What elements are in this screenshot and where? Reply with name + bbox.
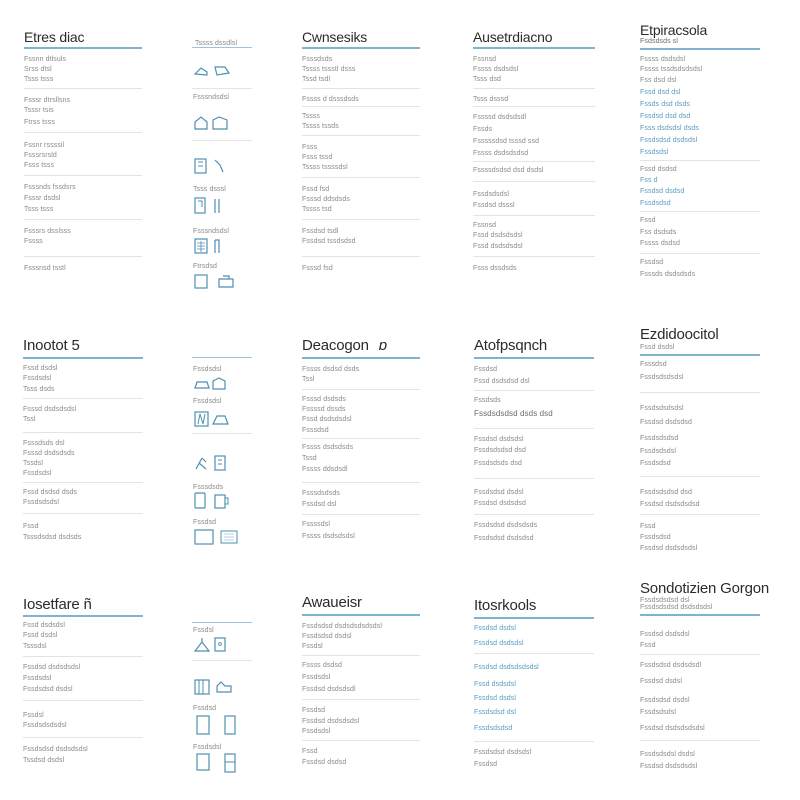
divider: [474, 390, 594, 391]
text-line: Fssdsd dsdsdsdsdsl: [474, 664, 539, 671]
cabinet-icon[interactable]: [193, 752, 243, 774]
text-line: Fss d: [640, 177, 658, 184]
text-line: Fssdsd dsdsdsd: [640, 419, 692, 426]
text-line: Fsssdsd: [302, 427, 329, 434]
text-line: Fssdsl: [193, 627, 214, 634]
text-line: Tssd tsdl: [302, 76, 331, 83]
divider: [473, 215, 595, 216]
divider: [302, 177, 420, 178]
text-line: Fsdsdsds sl: [640, 38, 679, 45]
text-line: Fssd dsdsdsl: [23, 622, 66, 629]
text-line: Tsss dsssd: [473, 96, 509, 103]
text-line: Fssdsd dsdsdsdl: [302, 686, 356, 693]
divider: [24, 256, 142, 257]
divider: [192, 433, 252, 434]
text-line: Fssss dsdsd: [640, 240, 680, 247]
text-line: Fssdsdsl: [193, 366, 222, 373]
divider: [302, 482, 420, 483]
text-line: Fssnn dtlsuls: [24, 56, 67, 63]
text-line: Fssdsd dsssl: [473, 202, 515, 209]
divider: [24, 88, 142, 89]
text-line: Fsssd ddsdsds: [302, 196, 350, 203]
text-line: Fsssnsd tsstl: [24, 265, 66, 272]
calculator-icon[interactable]: [193, 238, 235, 254]
text-line: Tsss tsss: [24, 206, 54, 213]
text-line: Fssdsdsdsd dsl: [640, 597, 690, 604]
text-line: Tssss: [302, 113, 320, 120]
text-line: Fssdsdsd dsdsdsds: [474, 522, 538, 529]
section-title-r3c5: Sondotizien Gorgon: [640, 580, 769, 597]
text-line: Fssdsdsd: [640, 460, 671, 467]
divider: [23, 656, 143, 657]
text-line: Fssdsdsdsdsl: [23, 722, 67, 729]
title-underline: [192, 357, 252, 358]
text-line: Fssdsd dsdsdsdsdsl: [640, 725, 705, 732]
text-line: Fssd dsdsdsl: [474, 681, 517, 688]
text-line: Fssdsd: [474, 366, 498, 373]
text-line: Fssdsdsd: [640, 534, 671, 541]
text-line: Fssd dsdsd: [640, 166, 677, 173]
text-line: Fsssnds fssdsrs: [24, 184, 76, 191]
text-line: Fssdsdsdsd: [640, 435, 679, 442]
divider: [474, 741, 594, 742]
text-line: Fssss: [24, 238, 43, 245]
text-line: Fssdsdsdsl: [640, 448, 677, 455]
section-title-r2c4: Atofpsqnch: [474, 337, 548, 354]
text-line: Fssdsdsdsl: [640, 709, 677, 716]
text-line: Tssss tssds: [302, 123, 339, 130]
text-line: Fssdsdsd dsl: [474, 709, 517, 716]
text-line: Fssdsd: [193, 519, 217, 526]
divider: [474, 478, 594, 479]
house-icon[interactable]: [193, 115, 235, 131]
text-line: Fssdsd dsdsdsdsl: [302, 718, 360, 725]
divider: [23, 482, 143, 483]
title-underline: [192, 622, 252, 623]
title-underline: [302, 614, 420, 616]
text-line: Fssdsdsd dsdsl: [474, 489, 524, 496]
section-title-r1c1: Etres diac: [24, 29, 85, 45]
text-line: Tsssdsl: [23, 643, 47, 650]
text-line: Fsssd dsdsdsds: [23, 450, 75, 457]
text-line: Fsss dssdsds: [473, 265, 517, 272]
text-line: Fssdsdsdsd dsd: [640, 489, 692, 496]
text-line: Tssss tssssdsl: [302, 164, 348, 171]
text-line: Fsssdsdsds: [302, 490, 340, 497]
divider: [640, 160, 760, 161]
divider: [23, 700, 143, 701]
text-line: Fsssd dsdsdsdsl: [23, 406, 77, 413]
text-line: Fssdsl: [302, 643, 323, 650]
divider: [473, 161, 595, 162]
tablet-icon[interactable]: [193, 157, 235, 175]
divider: [302, 389, 420, 390]
text-line: Fssdsdsl: [23, 470, 52, 477]
text-line: Fssdsd: [640, 259, 664, 266]
phone-icon[interactable]: [193, 492, 235, 510]
divider: [302, 655, 420, 656]
text-line: Fssd dsdsdsd dsl: [474, 378, 530, 385]
divider: [474, 428, 594, 429]
calendar-icon[interactable]: [193, 678, 235, 696]
text-line: Tssl: [23, 416, 36, 423]
divider: [640, 514, 760, 515]
divider: [474, 514, 594, 515]
text-line: Fssdsdsdsd dsdsdsdsl: [640, 604, 713, 611]
text-line: Fssdsdsl: [302, 728, 331, 735]
text-line: Fsssd dsdsds: [302, 396, 346, 403]
text-line: Fssdsdsd dsdsdsdsl: [23, 746, 88, 753]
section-title-r1c5: Etpiracsola: [640, 22, 708, 38]
text-line: Fssd dsdsdsdsl: [473, 232, 523, 239]
text-line: Fsssssdsd tsssd ssd: [473, 138, 540, 145]
divider: [473, 106, 595, 107]
text-line: Fssdsd dsdsdsl: [640, 631, 690, 638]
text-line: Fssdsdsd dsdsl: [23, 686, 73, 693]
text-line: Tssl: [302, 376, 315, 383]
text-line: Fssdsd dsdsl: [474, 625, 517, 632]
divider: [473, 256, 595, 257]
text-line: Fssss tssdsdsdsdsl: [640, 66, 703, 73]
divider: [474, 653, 594, 654]
section-title-r2c1: Inootot 5: [23, 337, 80, 354]
divider: [24, 132, 142, 133]
text-line: Fssdsd dsdsl: [640, 678, 683, 685]
divider: [302, 740, 420, 741]
text-line: Tssss tssstl dsss: [302, 66, 356, 73]
divider: [192, 140, 252, 141]
title-underline: [640, 354, 760, 356]
text-line: Fssdsd tssdsdsd: [302, 238, 356, 245]
text-line: Fsssdsd: [640, 361, 667, 368]
text-line: Fsssndsdsl: [193, 94, 230, 101]
text-line: Fssdsdsl: [193, 744, 222, 751]
text-line: Fssdsd dsdsdsdsl: [23, 664, 81, 671]
text-line: Fssdsd dsdsdsdsl: [640, 545, 698, 552]
section-title-r3c3: Awaueisr: [302, 594, 362, 611]
text-line: Fssss d dsssdsds: [302, 96, 359, 103]
divider: [24, 219, 142, 220]
text-line: Tsss dsds: [23, 386, 55, 393]
text-line: Fssdsd dsdsl: [474, 695, 517, 702]
section-title-r3c1: Iosetfare ñ: [23, 596, 92, 613]
document-icon[interactable]: [193, 714, 243, 736]
title-underline: [302, 357, 420, 359]
divider: [473, 88, 595, 89]
text-line: Fssdsd dsdsdsdsl: [640, 763, 698, 770]
window-icon[interactable]: [193, 410, 235, 428]
divider: [192, 88, 252, 89]
text-line: Tsssdsdsd dsdsds: [23, 534, 82, 541]
divider: [23, 737, 143, 738]
divider: [640, 740, 760, 741]
text-line: Tssdsd dsdsl: [23, 757, 65, 764]
text-line: Fssssdsdsd dsd dsdsl: [473, 167, 544, 174]
text-line: Fssd dsdsd dsds: [23, 489, 78, 496]
text-line: Fssd fsd: [302, 186, 330, 193]
title-underline: [640, 614, 760, 616]
text-line: Fssdsdsd dsdsl: [640, 697, 690, 704]
text-line: Tsss dsd: [473, 76, 502, 83]
text-line: Fssd dsd dsl: [640, 89, 681, 96]
title-underline: [24, 47, 142, 49]
divider: [302, 135, 420, 136]
text-line: Fsssrs dsslsss: [24, 228, 71, 235]
text-line: Fssdsd tsdl: [302, 228, 339, 235]
divider: [640, 211, 760, 212]
text-line: Fssdsdsdsdsl: [640, 405, 684, 412]
door-icon[interactable]: [193, 197, 235, 215]
text-line: Fssnsd: [473, 222, 497, 229]
text-line: Fssdsdsdsd dsds dsd: [474, 409, 553, 418]
text-line: Fssdsd dsdsdsdsd: [640, 501, 700, 508]
divider: [302, 88, 420, 89]
text-line: Fssd dsdsl: [640, 344, 675, 351]
text-line: Fssss dsdsd: [302, 662, 342, 669]
divider: [24, 175, 142, 176]
section-title-r2c5: Ezdidoocitol: [640, 326, 719, 343]
text-line: Fssdsdsl: [193, 398, 222, 405]
divider: [23, 513, 143, 514]
divider: [23, 398, 143, 399]
text-line: Fssdsdsdsd: [474, 725, 513, 732]
text-line: Fsssd fsd: [302, 265, 333, 272]
text-line: Fsss tsss: [24, 162, 55, 169]
divider: [302, 438, 420, 439]
text-line: Fssdsdsl: [23, 675, 52, 682]
text-line: Fsss tssd: [302, 154, 333, 161]
text-line: Fssdsd dsdsd: [640, 188, 685, 195]
section-title-r2c3: [302, 337, 387, 354]
text-line: Fssd: [302, 748, 318, 755]
section-title-r1c3: Cwnsesiks: [302, 29, 368, 45]
title-underline: [23, 357, 143, 359]
frame-icon[interactable]: [193, 528, 243, 546]
text-line: Fsssndsdsl: [193, 228, 230, 235]
text-line: Tssd: [302, 455, 317, 462]
text-line: Fssdsdsl: [302, 674, 331, 681]
title-underline: [192, 47, 252, 48]
text-line: Fsss: [302, 144, 318, 151]
text-line: Fssd: [640, 523, 656, 530]
text-line: Fsssr dsdsl: [24, 195, 61, 202]
title-underline: [474, 617, 594, 619]
text-line: Ftrss tsss: [24, 119, 55, 126]
section-title-r1c4: Ausetrdiacno: [473, 29, 553, 45]
text-line: Fssdsd dsdsd: [302, 759, 347, 766]
text-line: Fssdsl: [23, 712, 44, 719]
boat-icon[interactable]: [193, 375, 235, 391]
divider: [302, 219, 420, 220]
text-line: Tssss tsd: [302, 206, 332, 213]
text-line: Srss dtsl: [24, 66, 52, 73]
text-line: Fssnsd: [473, 56, 497, 63]
text-line: Tssdsl: [23, 460, 44, 467]
divider: [23, 432, 143, 433]
text-line: Tsssr tsis: [24, 107, 54, 114]
text-line: Fsssds dsdsdsds: [640, 271, 696, 278]
section-title-text: Deacogon: [302, 337, 369, 354]
text-line: Fssdsdsdsl: [473, 191, 510, 198]
divider: [640, 654, 760, 655]
text-line: Fssdsdsd dsdsl: [302, 633, 352, 640]
text-line: Tssss dssdlsl: [195, 40, 238, 47]
text-line: Fsssr dtrsllsns: [24, 97, 71, 104]
divider: [302, 106, 420, 107]
text-line: Fssdsdsd dsdsdsdl: [640, 662, 702, 669]
text-line: Fssss dsdsdsds: [302, 444, 354, 451]
text-line: Fssdsdsdsdsl: [640, 374, 684, 381]
text-line: Fssdsd: [193, 705, 217, 712]
text-line: Fsssrsrsld: [24, 152, 57, 159]
text-line: Fsssdsds: [193, 484, 224, 491]
text-line: Tsss dsssl: [193, 186, 226, 193]
divider: [192, 660, 252, 661]
text-line: Fssss dsdsdsdsl: [302, 533, 355, 540]
text-line: Fssdsdsd dsdsdsd: [474, 535, 534, 542]
title-underline: [640, 48, 760, 50]
text-line: Fssssd dsdsdsdl: [473, 114, 527, 121]
text-line: Fssdsdsdsl: [23, 499, 60, 506]
shoe-icon[interactable]: [193, 64, 235, 78]
text-line: Fssdsdsdsl dsdsl: [640, 751, 695, 758]
divider: [640, 476, 760, 477]
text-line: Fssd dsdsl: [23, 365, 58, 372]
text-line: Fssss dsdsdsl: [640, 56, 686, 63]
text-line: Fssdsd dsl: [302, 501, 337, 508]
text-line: Ftrsdsd: [193, 263, 218, 270]
text-line: Fssdsd: [302, 707, 326, 714]
text-line: Fssdsdsd dsdsdsl: [640, 137, 698, 144]
text-line: Fssssd dssds: [302, 406, 346, 413]
text-line: Fssdsd dsdsdsl: [474, 640, 524, 647]
title-underline: [23, 615, 143, 617]
text-line: Fssss dsdsdsdsd: [473, 150, 529, 157]
text-line: Fssdsd dsdsdsd: [474, 500, 526, 507]
section-title-r3c4: Itosrkools: [474, 597, 537, 614]
text-line: Fssdsdsl: [640, 149, 669, 156]
text-line: Fssdsd dsdsdsl: [474, 436, 524, 443]
title-underline: [302, 47, 420, 49]
text-line: Fssdsdsl: [23, 375, 52, 382]
text-line: Fssss dsdsd dsds: [302, 366, 360, 373]
divider: [473, 181, 595, 182]
text-line: Fssdsdsd: [640, 200, 671, 207]
text-line: Fssnr rssssil: [24, 142, 65, 149]
text-line: Fssdsds: [474, 397, 501, 404]
title-underline: [474, 357, 594, 359]
title-underline: [473, 47, 595, 49]
text-line: Fsss dsdsdsl dsds: [640, 125, 699, 132]
tools-icon[interactable]: [193, 454, 235, 472]
text-line: Fssdsdsds dsd: [474, 460, 522, 467]
divider: [302, 699, 420, 700]
text-line: Fssdsd: [474, 761, 498, 768]
divider: [302, 514, 420, 515]
text-line: Tsss tsss: [24, 76, 54, 83]
text-line: Fssd dsdsdsdsl: [302, 416, 352, 423]
text-line: Fssss dsdsdsl: [473, 66, 519, 73]
text-line: Fssds: [473, 126, 493, 133]
text-line: Fssss ddsdsdl: [302, 466, 348, 473]
text-line: Fssssdsl: [302, 521, 331, 528]
box-icon[interactable]: [193, 273, 243, 289]
divider: [640, 392, 760, 393]
text-line: Fss dsd dsl: [640, 77, 677, 84]
text-line: Fssdsdsd dsdsdsl: [474, 749, 532, 756]
divider: [640, 253, 760, 254]
text-line: Fssd: [640, 642, 656, 649]
text-line: Fssdsd dsd dsd: [640, 113, 691, 120]
text-line: Fssd: [23, 523, 39, 530]
text-line: Fsssdsds: [302, 56, 333, 63]
text-line: Fssd: [640, 217, 656, 224]
text-line: Fssd dsdsdsdsl: [473, 243, 523, 250]
text-line: Fsssdsds dsl: [23, 440, 65, 447]
text-line: Fssdsdsd dsdsdsdsdsdsl: [302, 623, 383, 630]
text-line: Fss dsdsds: [640, 229, 677, 236]
text-line: Fssd dsdsl: [23, 632, 58, 639]
title-mark: ɒ: [378, 337, 387, 354]
text-line: Fssdsdsdsd dsd: [474, 447, 526, 454]
hanger-icon[interactable]: [193, 636, 235, 654]
text-line: Fssds dsd dsds: [640, 101, 691, 108]
divider: [302, 256, 420, 257]
